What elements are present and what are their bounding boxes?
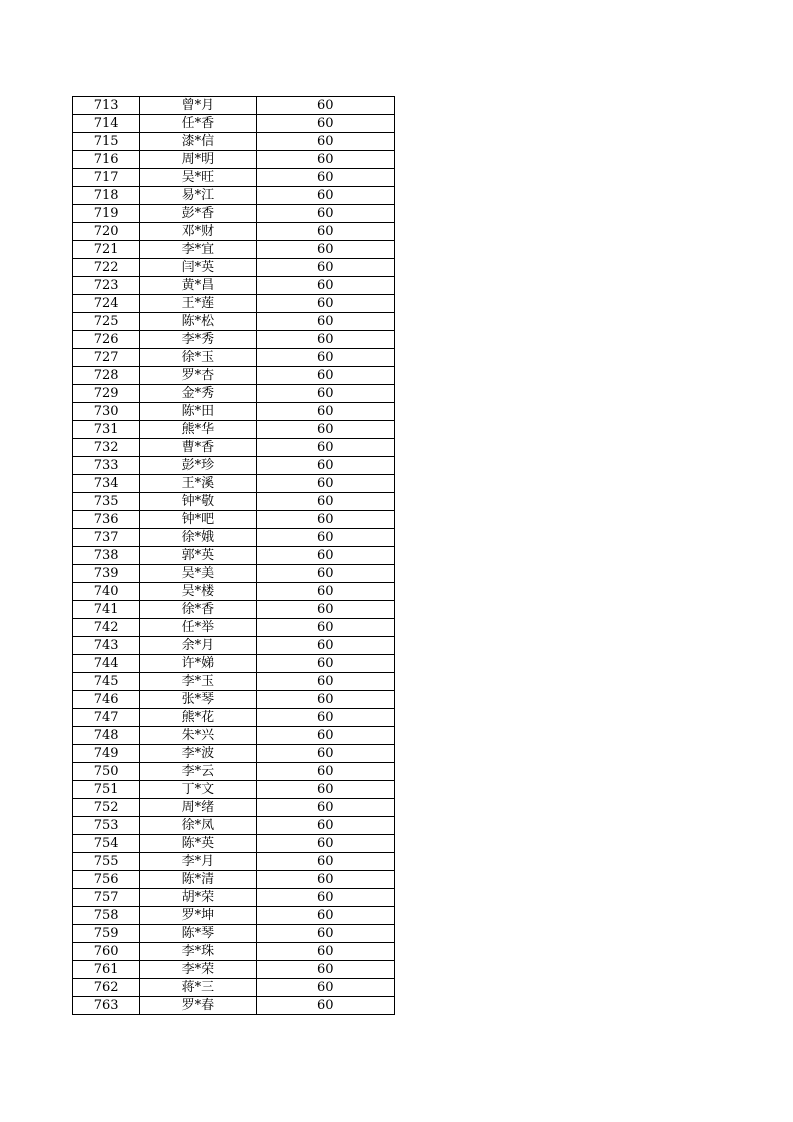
score-cell: 60 — [256, 187, 394, 205]
name-cell: 罗*坤 — [140, 907, 256, 925]
score-cell: 60 — [256, 583, 394, 601]
score-cell: 60 — [256, 709, 394, 727]
name-cell: 周*绪 — [140, 799, 256, 817]
table-row — [73, 925, 395, 943]
row-number-cell: 750 — [73, 763, 140, 781]
score-cell: 60 — [256, 943, 394, 961]
table-row — [73, 385, 395, 403]
name-cell: 闫*英 — [140, 259, 256, 277]
table-row — [73, 97, 395, 115]
row-number-cell: 744 — [73, 655, 140, 673]
score-cell: 60 — [256, 619, 394, 637]
score-cell: 60 — [256, 835, 394, 853]
name-cell: 余*月 — [140, 637, 256, 655]
name-cell: 曹*香 — [140, 439, 256, 457]
score-cell: 60 — [256, 565, 394, 583]
score-cell: 60 — [256, 367, 394, 385]
row-number-cell: 723 — [73, 277, 140, 295]
row-number-cell: 763 — [73, 997, 140, 1015]
table-row — [73, 943, 395, 961]
row-number-cell: 740 — [73, 583, 140, 601]
score-cell: 60 — [256, 691, 394, 709]
table-row — [73, 799, 395, 817]
row-number-cell: 716 — [73, 151, 140, 169]
score-cell: 60 — [256, 385, 394, 403]
name-cell: 陈*琴 — [140, 925, 256, 943]
score-cell: 60 — [256, 907, 394, 925]
score-cell: 60 — [256, 313, 394, 331]
name-cell: 郭*英 — [140, 547, 256, 565]
name-cell: 陈*英 — [140, 835, 256, 853]
table-row — [73, 277, 395, 295]
score-cell: 60 — [256, 853, 394, 871]
table-row — [73, 565, 395, 583]
table-row — [73, 169, 395, 187]
row-number-cell: 745 — [73, 673, 140, 691]
row-number-cell: 731 — [73, 421, 140, 439]
score-cell: 60 — [256, 925, 394, 943]
table-row — [73, 961, 395, 979]
table-row — [73, 547, 395, 565]
score-cell: 60 — [256, 97, 394, 115]
table-row — [73, 997, 395, 1015]
table-row — [73, 421, 395, 439]
table-row — [73, 115, 395, 133]
table-row — [73, 187, 395, 205]
name-cell: 蒋*三 — [140, 979, 256, 997]
name-cell: 李*荣 — [140, 961, 256, 979]
score-cell: 60 — [256, 997, 394, 1015]
table-row — [73, 493, 395, 511]
table-row — [73, 853, 395, 871]
row-number-cell: 724 — [73, 295, 140, 313]
name-cell: 彭*珍 — [140, 457, 256, 475]
name-cell: 张*琴 — [140, 691, 256, 709]
score-cell: 60 — [256, 259, 394, 277]
row-number-cell: 752 — [73, 799, 140, 817]
table-row — [73, 223, 395, 241]
name-cell: 吴*旺 — [140, 169, 256, 187]
score-cell: 60 — [256, 871, 394, 889]
table-row — [73, 475, 395, 493]
score-cell: 60 — [256, 547, 394, 565]
row-number-cell: 753 — [73, 817, 140, 835]
name-cell: 曾*月 — [140, 97, 256, 115]
row-number-cell: 729 — [73, 385, 140, 403]
row-number-cell: 757 — [73, 889, 140, 907]
name-cell: 王*莲 — [140, 295, 256, 313]
name-cell: 黄*昌 — [140, 277, 256, 295]
name-cell: 李*秀 — [140, 331, 256, 349]
row-number-cell: 720 — [73, 223, 140, 241]
score-cell: 60 — [256, 817, 394, 835]
row-number-cell: 725 — [73, 313, 140, 331]
table-row — [73, 745, 395, 763]
name-cell: 罗*杏 — [140, 367, 256, 385]
table-row — [73, 907, 395, 925]
score-cell: 60 — [256, 277, 394, 295]
score-cell: 60 — [256, 979, 394, 997]
score-cell: 60 — [256, 511, 394, 529]
table-row — [73, 709, 395, 727]
row-number-cell: 747 — [73, 709, 140, 727]
table-row — [73, 403, 395, 421]
row-number-cell: 739 — [73, 565, 140, 583]
score-cell: 60 — [256, 331, 394, 349]
score-cell: 60 — [256, 205, 394, 223]
score-cell: 60 — [256, 349, 394, 367]
table-row — [73, 295, 395, 313]
score-cell: 60 — [256, 151, 394, 169]
score-cell: 60 — [256, 223, 394, 241]
name-cell: 金*秀 — [140, 385, 256, 403]
name-cell: 周*明 — [140, 151, 256, 169]
score-cell: 60 — [256, 475, 394, 493]
score-cell: 60 — [256, 241, 394, 259]
row-number-cell: 748 — [73, 727, 140, 745]
table-row — [73, 511, 395, 529]
row-number-cell: 760 — [73, 943, 140, 961]
name-cell: 徐*玉 — [140, 349, 256, 367]
score-cell: 60 — [256, 763, 394, 781]
row-number-cell: 730 — [73, 403, 140, 421]
score-cell: 60 — [256, 493, 394, 511]
table-row — [73, 691, 395, 709]
name-cell: 胡*荣 — [140, 889, 256, 907]
name-cell: 陈*清 — [140, 871, 256, 889]
row-number-cell: 717 — [73, 169, 140, 187]
score-cell: 60 — [256, 655, 394, 673]
score-cell: 60 — [256, 133, 394, 151]
table-row — [73, 151, 395, 169]
table-row — [73, 727, 395, 745]
name-cell: 钟*敬 — [140, 493, 256, 511]
score-cell: 60 — [256, 961, 394, 979]
table-row — [73, 673, 395, 691]
row-number-cell: 758 — [73, 907, 140, 925]
row-number-cell: 761 — [73, 961, 140, 979]
table-row — [73, 529, 395, 547]
row-number-cell: 749 — [73, 745, 140, 763]
table-row — [73, 241, 395, 259]
name-cell: 李*珠 — [140, 943, 256, 961]
row-number-cell: 742 — [73, 619, 140, 637]
row-number-cell: 759 — [73, 925, 140, 943]
name-cell: 徐*香 — [140, 601, 256, 619]
table-row — [73, 817, 395, 835]
score-cell: 60 — [256, 673, 394, 691]
row-number-cell: 715 — [73, 133, 140, 151]
name-cell: 李*波 — [140, 745, 256, 763]
table-row — [73, 871, 395, 889]
table-row — [73, 781, 395, 799]
name-cell: 李*宜 — [140, 241, 256, 259]
row-number-cell: 718 — [73, 187, 140, 205]
score-cell: 60 — [256, 439, 394, 457]
row-number-cell: 734 — [73, 475, 140, 493]
name-cell: 熊*花 — [140, 709, 256, 727]
name-cell: 吴*楼 — [140, 583, 256, 601]
table-body — [73, 97, 395, 1015]
table-row — [73, 637, 395, 655]
table-row — [73, 835, 395, 853]
row-number-cell: 751 — [73, 781, 140, 799]
table-row — [73, 979, 395, 997]
table-row — [73, 439, 395, 457]
score-cell: 60 — [256, 457, 394, 475]
row-number-cell: 727 — [73, 349, 140, 367]
name-cell: 李*云 — [140, 763, 256, 781]
score-cell: 60 — [256, 295, 394, 313]
score-cell: 60 — [256, 727, 394, 745]
row-number-cell: 732 — [73, 439, 140, 457]
row-number-cell: 721 — [73, 241, 140, 259]
row-number-cell: 746 — [73, 691, 140, 709]
name-cell: 熊*华 — [140, 421, 256, 439]
row-number-cell: 735 — [73, 493, 140, 511]
score-cell: 60 — [256, 169, 394, 187]
table-row — [73, 313, 395, 331]
score-cell: 60 — [256, 745, 394, 763]
row-number-cell: 756 — [73, 871, 140, 889]
score-cell: 60 — [256, 637, 394, 655]
score-cell: 60 — [256, 889, 394, 907]
table-row — [73, 457, 395, 475]
score-cell: 60 — [256, 403, 394, 421]
name-cell: 陈*松 — [140, 313, 256, 331]
name-cell: 徐*凤 — [140, 817, 256, 835]
name-cell: 漆*信 — [140, 133, 256, 151]
score-cell: 60 — [256, 529, 394, 547]
table-row — [73, 133, 395, 151]
name-cell: 陈*田 — [140, 403, 256, 421]
score-cell: 60 — [256, 799, 394, 817]
table-row — [73, 763, 395, 781]
row-number-cell: 762 — [73, 979, 140, 997]
row-number-cell: 719 — [73, 205, 140, 223]
name-cell: 吴*美 — [140, 565, 256, 583]
name-cell: 易*江 — [140, 187, 256, 205]
table-row — [73, 367, 395, 385]
table-row — [73, 619, 395, 637]
score-cell: 60 — [256, 421, 394, 439]
table-row — [73, 583, 395, 601]
name-cell: 丁*文 — [140, 781, 256, 799]
row-number-cell: 733 — [73, 457, 140, 475]
name-cell: 任*香 — [140, 115, 256, 133]
table-row — [73, 349, 395, 367]
row-number-cell: 728 — [73, 367, 140, 385]
table-row — [73, 331, 395, 349]
name-cell: 徐*娥 — [140, 529, 256, 547]
name-cell: 邓*财 — [140, 223, 256, 241]
name-cell: 罗*春 — [140, 997, 256, 1015]
table-row — [73, 601, 395, 619]
row-number-cell: 743 — [73, 637, 140, 655]
row-number-cell: 754 — [73, 835, 140, 853]
name-cell: 王*溪 — [140, 475, 256, 493]
name-cell: 任*举 — [140, 619, 256, 637]
row-number-cell: 738 — [73, 547, 140, 565]
table-row — [73, 655, 395, 673]
table-row — [73, 205, 395, 223]
table-row — [73, 259, 395, 277]
name-cell: 李*月 — [140, 853, 256, 871]
row-number-cell: 726 — [73, 331, 140, 349]
score-cell: 60 — [256, 601, 394, 619]
table-row — [73, 889, 395, 907]
row-number-cell: 737 — [73, 529, 140, 547]
name-cell: 彭*香 — [140, 205, 256, 223]
row-number-cell: 755 — [73, 853, 140, 871]
row-number-cell: 722 — [73, 259, 140, 277]
row-number-cell: 736 — [73, 511, 140, 529]
name-cell: 许*娣 — [140, 655, 256, 673]
name-cell: 朱*兴 — [140, 727, 256, 745]
score-cell: 60 — [256, 115, 394, 133]
row-number-cell: 741 — [73, 601, 140, 619]
data-table — [72, 96, 395, 1015]
name-cell: 钟*吧 — [140, 511, 256, 529]
row-number-cell: 713 — [73, 97, 140, 115]
score-cell: 60 — [256, 781, 394, 799]
row-number-cell: 714 — [73, 115, 140, 133]
name-cell: 李*玉 — [140, 673, 256, 691]
